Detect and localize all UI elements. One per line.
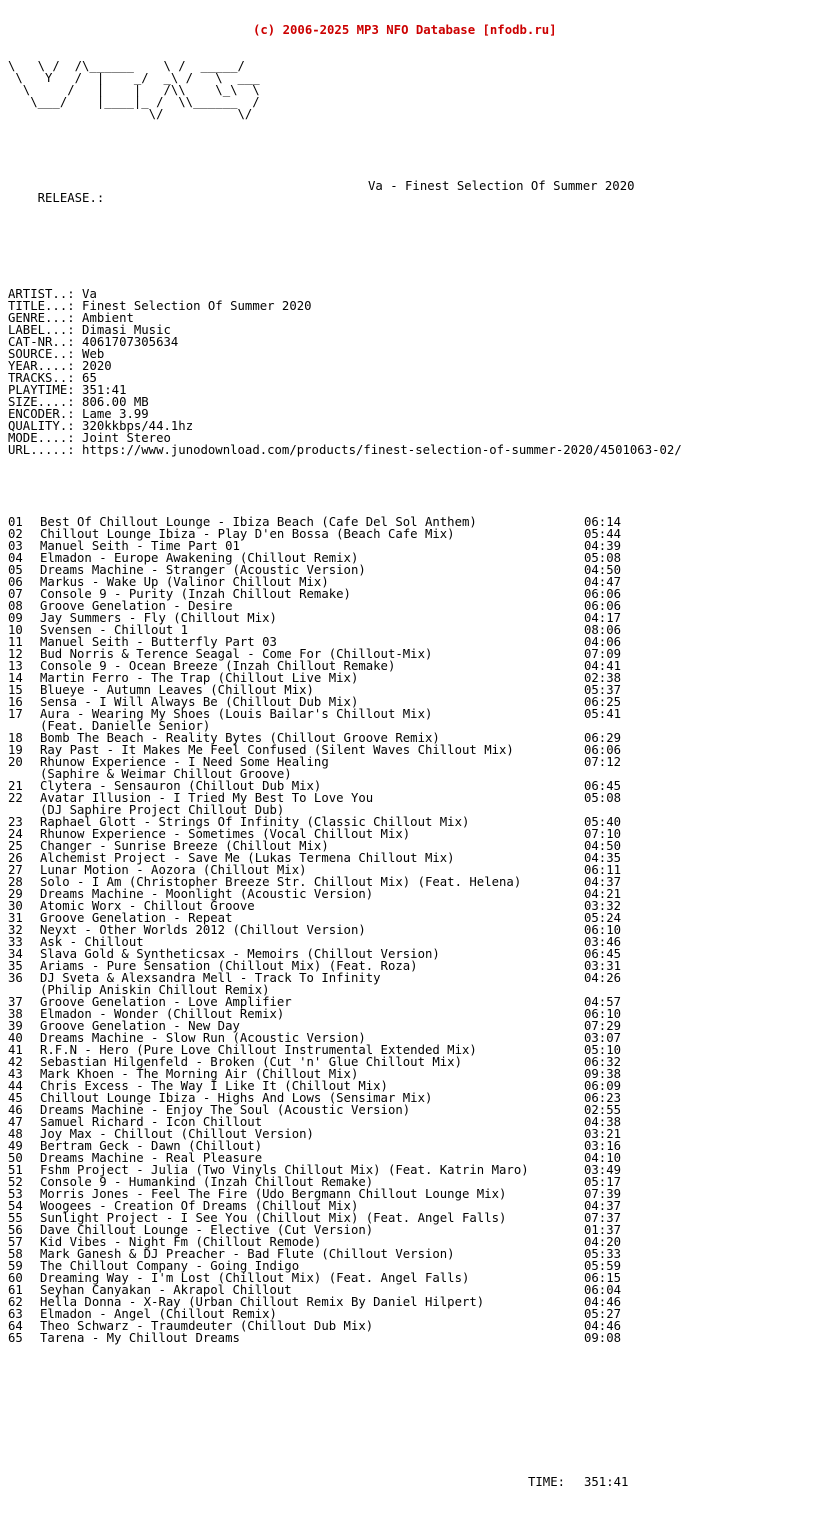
track-time: 06:04: [584, 1283, 622, 1297]
track-number: 15: [8, 683, 23, 697]
track-number: 56: [8, 1223, 23, 1237]
track-number: 20: [8, 755, 23, 769]
track-time: 06:25: [584, 695, 622, 709]
track-title: Clytera - Sensauron (Chillout Dub Mix): [40, 779, 322, 793]
track-time: 04:38: [584, 1115, 622, 1129]
track-time: 01:37: [584, 1223, 622, 1237]
track-number: 46: [8, 1103, 23, 1117]
track-title: Manuel Seith - Butterfly Part 03: [40, 635, 277, 649]
track-number: 63: [8, 1307, 23, 1321]
track-title: Console 9 - Purity (Inzah Chillout Remake): [40, 587, 351, 601]
track-title: Dreams Machine - Slow Run (Acoustic Version): [40, 1031, 366, 1045]
track-number: 44: [8, 1079, 23, 1093]
track-number: 11: [8, 635, 23, 649]
track-number: 29: [8, 887, 23, 901]
track-title: Bud Norris & Terence Seagal - Come For (Chillout-Mix): [40, 647, 433, 661]
track-time: 04:21: [584, 887, 622, 901]
track-number: 38: [8, 1007, 23, 1021]
track-title: Chillout Lounge Ibiza - Highs And Lows (Sensimar Mix): [40, 1091, 433, 1105]
track-title: Solo - I Am (Christopher Breeze Str. Chillout Mix) (Feat. Helena): [40, 875, 522, 889]
track-number: 54: [8, 1199, 23, 1213]
track-number: 24: [8, 827, 23, 841]
track-number: 53: [8, 1187, 23, 1201]
info-value: Dimasi Music: [82, 323, 171, 337]
info-key: SIZE....:: [8, 395, 75, 409]
track-title: Changer - Sunrise Breeze (Chillout Mix): [40, 839, 329, 853]
track-time: 04:47: [584, 575, 622, 589]
track-title: Best Of Chillout Lounge - Ibiza Beach (Cafe Del Sol Anthem): [40, 515, 477, 529]
track-number: 08: [8, 599, 23, 613]
track-number: 42: [8, 1055, 23, 1069]
info-key: QUALITY.:: [8, 419, 75, 433]
track-number: 57: [8, 1235, 23, 1249]
track-title: Chris Excess - The Way I Like It (Chillout Mix): [40, 1079, 388, 1093]
track-number: 05: [8, 563, 23, 577]
track-number: 64: [8, 1319, 23, 1333]
track-time: 09:38: [584, 1067, 622, 1081]
track-time: 05:41: [584, 707, 622, 721]
track-time: 05:40: [584, 815, 622, 829]
info-key: SOURCE..:: [8, 347, 75, 361]
track-title: DJ Sveta & Alexsandra Mell - Track To Infinity: [40, 971, 381, 985]
track-time: 05:24: [584, 911, 622, 925]
track-time: 04:50: [584, 839, 622, 853]
track-title: Console 9 - Humankind (Inzah Chillout Remake): [40, 1175, 374, 1189]
track-time: 05:37: [584, 683, 622, 697]
track-number: 16: [8, 695, 23, 709]
track-number: 25: [8, 839, 23, 853]
track-title: Ask - Chillout: [40, 935, 144, 949]
track-number: 43: [8, 1067, 23, 1081]
track-title: Ariams - Pure Sensation (Chillout Mix) (Feat. Roza): [40, 959, 418, 973]
track-time: 06:45: [584, 779, 622, 793]
track-number: 35: [8, 959, 23, 973]
total-time-label: TIME:: [528, 1475, 566, 1489]
info-block: [8, 288, 816, 456]
track-time: 04:46: [584, 1295, 622, 1309]
track-time: 03:31: [584, 959, 622, 973]
info-value: 351:41: [82, 383, 127, 397]
track-time: 08:06: [584, 623, 622, 637]
track-time: 03:46: [584, 935, 622, 949]
track-number: 50: [8, 1151, 23, 1165]
track-time: 06:06: [584, 587, 622, 601]
track-title: Bomb The Beach - Reality Bytes (Chillout Groove Remix): [40, 731, 440, 745]
info-row: [8, 360, 816, 372]
track-time: 05:27: [584, 1307, 622, 1321]
track-title: Samuel Richard - Icon Chillout: [40, 1115, 263, 1129]
track-title: Rhunow Experience - I Need Some Healing: [40, 755, 329, 769]
info-key: GENRE...:: [8, 311, 75, 325]
track-number: 01: [8, 515, 23, 529]
header-line: [8, 24, 816, 36]
info-value: Joint Stereo: [82, 431, 171, 445]
track-title: Rhunow Experience - Sometimes (Vocal Chillout Mix): [40, 827, 411, 841]
logo-line: \___/ |____|_ / \\______ /: [8, 95, 260, 109]
track-time: 06:15: [584, 1271, 622, 1285]
track-time: 06:23: [584, 1091, 622, 1105]
total-time-value: 351:41: [584, 1475, 629, 1489]
track-time: 07:39: [584, 1187, 622, 1201]
info-key: TRACKS..:: [8, 371, 75, 385]
track-title: Dreaming Way - I'm Lost (Chillout Mix) (Feat. Angel Falls): [40, 1271, 470, 1285]
track-title: Atomic Worx - Chillout Groove: [40, 899, 255, 913]
track-number: 49: [8, 1139, 23, 1153]
info-value: Finest Selection Of Summer 2020: [82, 299, 312, 313]
track-time: 06:06: [584, 599, 622, 613]
track-time: 05:08: [584, 791, 622, 805]
track-title: Dreams Machine - Real Pleasure: [40, 1151, 263, 1165]
track-time: 04:39: [584, 539, 622, 553]
info-value: 4061707305634: [82, 335, 179, 349]
track-time: 05:33: [584, 1247, 622, 1261]
track-number: 18: [8, 731, 23, 745]
release-value: Va - Finest Selection Of Summer 2020: [368, 179, 635, 193]
track-number: 09: [8, 611, 23, 625]
track-time: 04:10: [584, 1151, 622, 1165]
track-title: Lunar Motion - Aozora (Chillout Mix): [40, 863, 307, 877]
track-time: 06:11: [584, 863, 622, 877]
track-time: 09:08: [584, 1331, 622, 1345]
info-value: 320kkbps/44.1hz: [82, 419, 194, 433]
track-time: 06:45: [584, 947, 622, 961]
track-time: 04:06: [584, 635, 622, 649]
track-title-continued: (Saphire & Weimar Chillout Groove): [40, 767, 292, 781]
track-title: Blueye - Autumn Leaves (Chillout Mix): [40, 683, 314, 697]
track-title: Svensen - Chillout 1: [40, 623, 189, 637]
track-title: Avatar Illusion - I Tried My Best To Love You: [40, 791, 374, 805]
track-number: 30: [8, 899, 23, 913]
track-number: 45: [8, 1091, 23, 1105]
track-time: 05:59: [584, 1259, 622, 1273]
track-title: Theo Schwarz - Traumdeuter (Chillout Dub Mix): [40, 1319, 374, 1333]
track-time: 07:37: [584, 1211, 622, 1225]
track-title: Hella Donna - X-Ray (Urban Chillout Remix By Daniel Hilpert): [40, 1295, 485, 1309]
track-number: 51: [8, 1163, 23, 1177]
track-title: Groove Genelation - Repeat: [40, 911, 233, 925]
track-title: Chillout Lounge Ibiza - Play D'en Bossa (Beach Cafe Mix): [40, 527, 455, 541]
track-title-continued: (Philip Aniskin Chillout Remix): [40, 983, 270, 997]
track-number: 22: [8, 791, 23, 805]
info-row: [8, 348, 816, 360]
track-title: Kid Vibes - Night Fm (Chillout Remode): [40, 1235, 322, 1249]
track-number: 33: [8, 935, 23, 949]
tracklist: [8, 516, 816, 1344]
info-value: Web: [82, 347, 105, 361]
track-title-continued: (DJ Saphire Project Chillout Dub): [40, 803, 285, 817]
info-value: Va: [82, 287, 97, 301]
track-time: 05:10: [584, 1043, 622, 1057]
track-title: Bertram Geck - Dawn (Chillout): [40, 1139, 263, 1153]
track-number: 58: [8, 1247, 23, 1261]
track-number: 40: [8, 1031, 23, 1045]
track-time: 02:55: [584, 1103, 622, 1117]
track-time: 06:10: [584, 923, 622, 937]
track-time: 03:07: [584, 1031, 622, 1045]
track-title: Groove Genelation - New Day: [40, 1019, 240, 1033]
track-time: 03:16: [584, 1139, 622, 1153]
info-key: LABEL...:: [8, 323, 75, 337]
track-time: 03:32: [584, 899, 622, 913]
track-title: The Chillout Company - Going Indigo: [40, 1259, 300, 1273]
track-number: 27: [8, 863, 23, 877]
info-key: YEAR....:: [8, 359, 75, 373]
track-title: Raphael Glott - Strings Of Infinity (Classic Chillout Mix): [40, 815, 470, 829]
track-time: 07:10: [584, 827, 622, 841]
track-time: 04:37: [584, 875, 622, 889]
track-title: Mark Ganesh & DJ Preacher - Bad Flute (Chillout Version): [40, 1247, 455, 1261]
track-number: 31: [8, 911, 23, 925]
release-label: RELEASE.:: [37, 191, 105, 205]
track-time: 04:20: [584, 1235, 622, 1249]
track-title: Fshm Project - Julia (Two Vinyls Chillout Mix) (Feat. Katrin Maro): [40, 1163, 529, 1177]
track-time: 04:41: [584, 659, 622, 673]
track-number: 55: [8, 1211, 23, 1225]
track-title: Sebastian Hilgenfeld - Broken (Cut 'n' Glue Chillout Mix): [40, 1055, 462, 1069]
track-number: 65: [8, 1331, 23, 1345]
track-title: Elmadon - Europe Awakening (Chillout Remix): [40, 551, 359, 565]
track-title: Martin Ferro - The Trap (Chillout Live Mix): [40, 671, 359, 685]
track-number: 37: [8, 995, 23, 1009]
track-title: Console 9 - Ocean Breeze (Inzah Chillout Remake): [40, 659, 396, 673]
track-number: 62: [8, 1295, 23, 1309]
track-row: [8, 1332, 816, 1344]
track-title: Joy Max - Chillout (Chillout Version): [40, 1127, 314, 1141]
track-number: 07: [8, 587, 23, 601]
track-title: Seyhan Canyakan - Akrapol Chillout: [40, 1283, 292, 1297]
track-title: Sunlight Project - I See You (Chillout Mix) (Feat. Angel Falls): [40, 1211, 507, 1225]
track-title: Neyxt - Other Worlds 2012 (Chillout Version): [40, 923, 366, 937]
logo-line: \ \ / /\______ \ / _____/: [8, 59, 245, 73]
track-number: 59: [8, 1259, 23, 1273]
info-value: 806.00 MB: [82, 395, 149, 409]
track-title: Mark Khoen - The Morning Air (Chillout Mix): [40, 1067, 359, 1081]
track-title: Elmadon - Angel (Chillout Remix): [40, 1307, 277, 1321]
track-title: Alchemist Project - Save Me (Lukas Termena Chillout Mix): [40, 851, 455, 865]
logo-line: \ Y / | _/ _\ / \ ___: [8, 71, 260, 85]
track-number: 52: [8, 1175, 23, 1189]
track-time: 06:14: [584, 515, 622, 529]
track-time: 02:38: [584, 671, 622, 685]
track-title: Dreams Machine - Enjoy The Soul (Acoustic Version): [40, 1103, 411, 1117]
track-time: 04:35: [584, 851, 622, 865]
track-title: Groove Genelation - Desire: [40, 599, 233, 613]
track-time: 07:29: [584, 1019, 622, 1033]
track-title: Dave Chillout Lounge - Elective (Cut Version): [40, 1223, 374, 1237]
track-time: 04:17: [584, 611, 622, 625]
track-time: 05:17: [584, 1175, 622, 1189]
track-number: 39: [8, 1019, 23, 1033]
info-key: PLAYTIME:: [8, 383, 75, 397]
logo-line: \/ \/: [8, 107, 253, 121]
track-number: 17: [8, 707, 23, 721]
track-time: 06:32: [584, 1055, 622, 1069]
track-time: 04:50: [584, 563, 622, 577]
track-number: 32: [8, 923, 23, 937]
track-number: 61: [8, 1283, 23, 1297]
total-time-row: [8, 1476, 816, 1488]
track-title: Groove Genelation - Love Amplifier: [40, 995, 292, 1009]
track-time: 07:09: [584, 647, 622, 661]
track-time: 06:06: [584, 743, 622, 757]
info-value: Lame 3.99: [82, 407, 149, 421]
track-title: Elmadon - Wonder (Chillout Remix): [40, 1007, 285, 1021]
track-number: 48: [8, 1127, 23, 1141]
release-row: [8, 179, 816, 205]
track-time: 04:26: [584, 971, 622, 985]
track-time: 04:46: [584, 1319, 622, 1333]
track-time: 03:21: [584, 1127, 622, 1141]
track-title: Morris Jones - Feel The Fire (Udo Bergmann Chillout Lounge Mix): [40, 1187, 507, 1201]
info-key: ENCODER.:: [8, 407, 75, 421]
track-title-continued: (Feat. Danielle Senior): [40, 719, 211, 733]
track-number: 28: [8, 875, 23, 889]
track-number: 02: [8, 527, 23, 541]
track-number: 19: [8, 743, 23, 757]
info-row: [8, 372, 816, 384]
track-title: Slava Gold & Syntheticsax - Memoirs (Chillout Version): [40, 947, 440, 961]
info-value: Ambient: [82, 311, 134, 325]
info-key: CAT-NR..:: [8, 335, 75, 349]
logo-line: \ / | | /\\ \_\ \: [8, 83, 260, 97]
info-row: [8, 444, 816, 456]
track-time: 04:37: [584, 1199, 622, 1213]
ascii-logo: [8, 60, 816, 120]
track-title: Dreams Machine - Moonlight (Acoustic Version): [40, 887, 374, 901]
track-time: 06:10: [584, 1007, 622, 1021]
track-number: 10: [8, 623, 23, 637]
track-number: 23: [8, 815, 23, 829]
info-key: ARTIST..:: [8, 287, 75, 301]
track-number: 47: [8, 1115, 23, 1129]
track-number: 04: [8, 551, 23, 565]
info-key: MODE....:: [8, 431, 75, 445]
track-title: Aura - Wearing My Shoes (Louis Bailar's Chillout Mix): [40, 707, 433, 721]
track-number: 14: [8, 671, 23, 685]
track-title: Tarena - My Chillout Dreams: [40, 1331, 240, 1345]
track-title: Ray Past - It Makes Me Feel Confused (Silent Waves Chillout Mix): [40, 743, 514, 757]
track-time: 06:29: [584, 731, 622, 745]
track-time: 05:44: [584, 527, 622, 541]
track-title: Sensa - I Will Always Be (Chillout Dub Mix): [40, 695, 359, 709]
track-title: Dreams Machine - Stranger (Acoustic Version): [40, 563, 366, 577]
credit-line: (c) 2006-2025 MP3 NFO Database [nfodb.ru]: [253, 23, 557, 37]
track-time: 04:57: [584, 995, 622, 1009]
info-value: 2020: [82, 359, 112, 373]
info-key: TITLE...:: [8, 299, 75, 313]
track-number: 34: [8, 947, 23, 961]
track-time: 03:49: [584, 1163, 622, 1177]
track-time: 05:08: [584, 551, 622, 565]
info-value: 65: [82, 371, 97, 385]
track-title: Manuel Seith - Time Part 01: [40, 539, 240, 553]
track-title: Jay Summers - Fly (Chillout Mix): [40, 611, 277, 625]
track-number: 60: [8, 1271, 23, 1285]
info-key: URL.....:: [8, 443, 75, 457]
track-number: 21: [8, 779, 23, 793]
track-time: 07:12: [584, 755, 622, 769]
track-number: 13: [8, 659, 23, 673]
track-time: 06:09: [584, 1079, 622, 1093]
track-number: 03: [8, 539, 23, 553]
info-value: https://www.junodownload.com/products/finest-selection-of-summer-2020/4501063-02/: [82, 443, 682, 457]
info-row: [8, 336, 816, 348]
track-number: 41: [8, 1043, 23, 1057]
track-title: Markus - Wake Up (Valinor Chillout Mix): [40, 575, 329, 589]
track-number: 06: [8, 575, 23, 589]
track-title: R.F.N - Hero (Pure Love Chillout Instrumental Extended Mix): [40, 1043, 477, 1057]
track-number: 36: [8, 971, 23, 985]
track-title: Woogees - Creation Of Dreams (Chillout Mix): [40, 1199, 359, 1213]
track-number: 26: [8, 851, 23, 865]
track-number: 12: [8, 647, 23, 661]
